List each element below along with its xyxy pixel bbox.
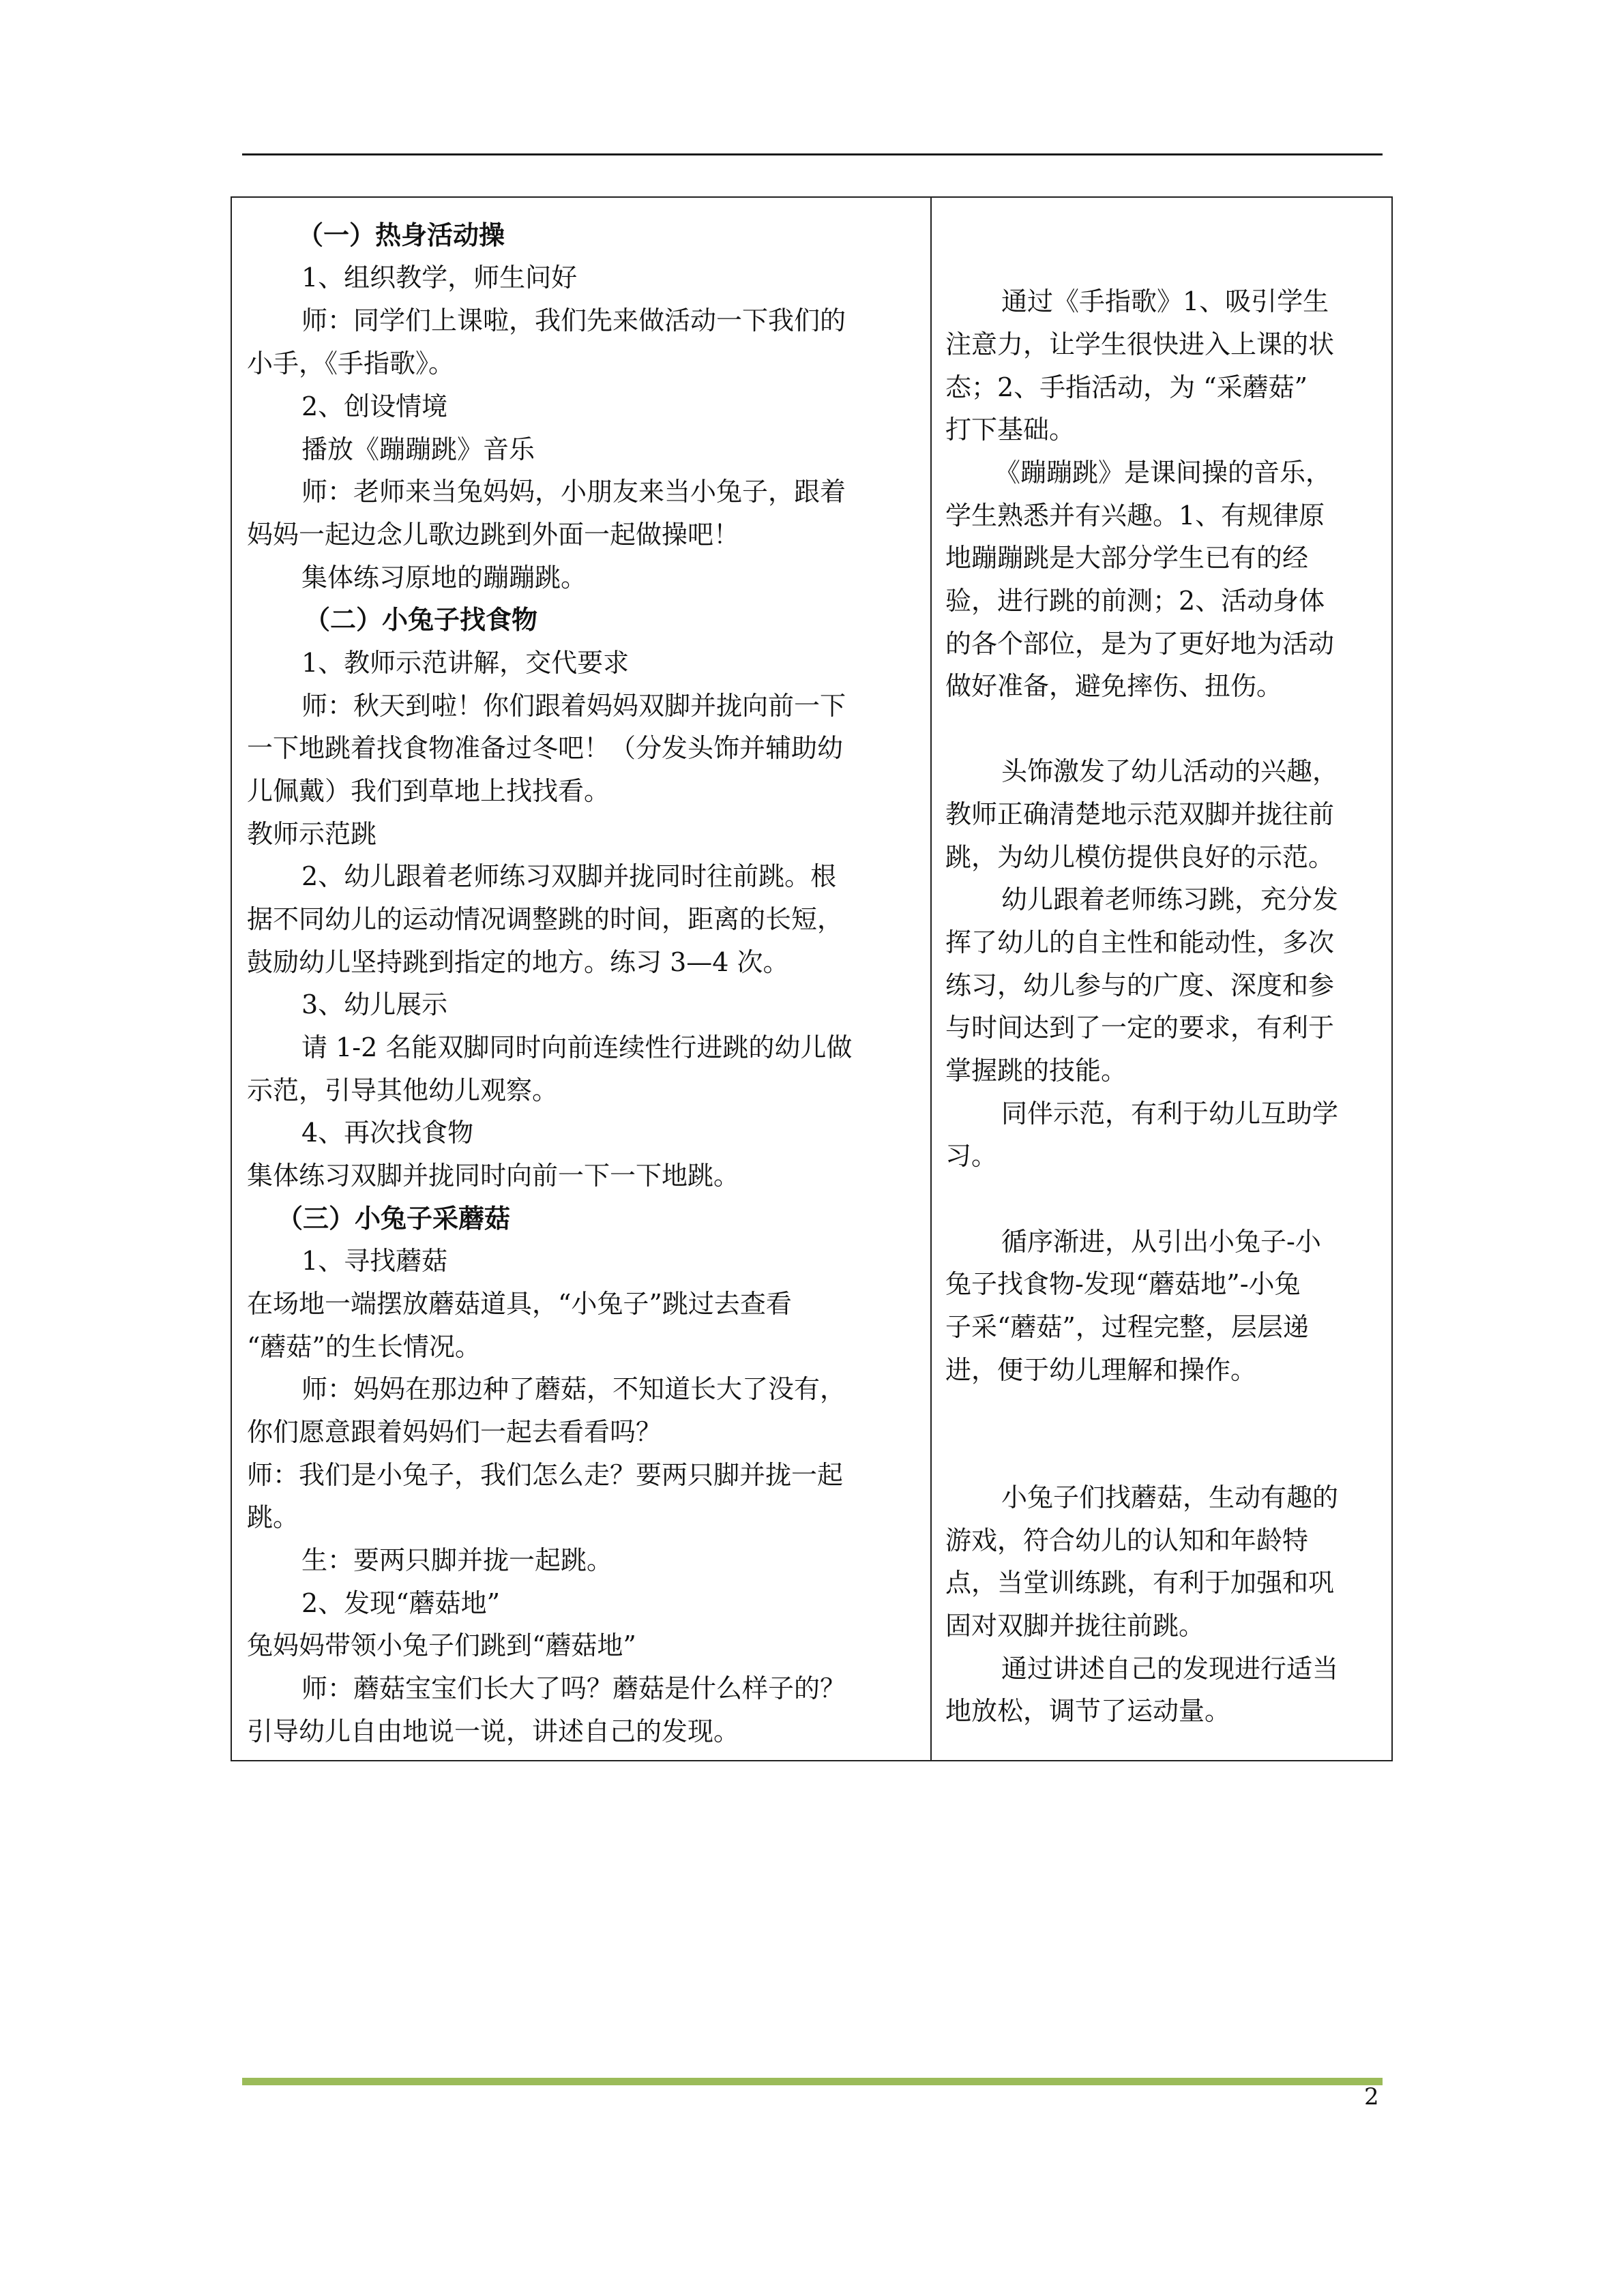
right-line: 兔子找食物-发现“蘑菇地”-小兔	[945, 1269, 1301, 1299]
left-line: 1、教师示范讲解，交代要求	[301, 648, 630, 678]
section-heading-1: （一）热身活动操	[297, 220, 505, 250]
right-line: 的各个部位，是为了更好地为活动	[945, 629, 1335, 659]
left-line: 2、幼儿跟着老师练习双脚并拢同时往前跳。根	[301, 861, 837, 891]
left-line: 跳。	[247, 1502, 299, 1532]
left-line: 鼓励幼儿坚持跳到指定的地方。练习 3—4 次。	[247, 947, 789, 977]
left-line: 2、发现“蘑菇地”	[301, 1588, 501, 1618]
left-line: 师：秋天到啦！你们跟着妈妈双脚并拢向前一下	[301, 691, 846, 721]
right-line: 注意力，让学生很快进入上课的状	[945, 329, 1335, 359]
left-line: 师：我们是小兔子，我们怎么走？要两只脚并拢一起	[247, 1460, 844, 1490]
left-line: 据不同幼儿的运动情况调整跳的时间，距离的长短，	[247, 904, 844, 934]
right-line: 地蹦蹦跳是大部分学生已有的经	[945, 543, 1309, 573]
left-line: 兔妈妈带领小兔子们跳到“蘑菇地”	[247, 1630, 636, 1660]
right-line: 做好准备，避免摔伤、扭伤。	[945, 671, 1283, 701]
left-line: 4、再次找食物	[301, 1118, 474, 1148]
right-line: 进，便于幼儿理解和操作。	[945, 1355, 1257, 1385]
left-line: 你们愿意跟着妈妈们一起去看看吗？	[247, 1417, 662, 1447]
left-line: 师：老师来当兔妈妈，小朋友来当小兔子，跟着	[301, 477, 846, 507]
header-rule	[242, 153, 1383, 155]
right-line: 通过讲述自己的发现进行适当	[1001, 1654, 1339, 1684]
right-line: 头饰激发了幼儿活动的兴趣，	[1001, 756, 1339, 786]
right-line: 幼儿跟着老师练习跳，充分发	[1001, 884, 1339, 914]
right-line: 验，进行跳的前测；2、活动身体	[945, 586, 1325, 616]
right-line: 同伴示范，有利于幼儿互助学	[1001, 1099, 1339, 1129]
left-line: 师：同学们上课啦，我们先来做活动一下我们的	[301, 305, 846, 336]
left-line: 小手，《手指歌》。	[247, 348, 455, 378]
right-line: 掌握跳的技能。	[945, 1056, 1127, 1086]
right-line: 《蹦蹦跳》是课间操的音乐，	[994, 458, 1332, 488]
lesson-table	[231, 196, 1393, 1761]
left-line: 师：蘑菇宝宝们长大了吗？蘑菇是什么样子的？	[301, 1673, 846, 1703]
left-line: 妈妈一起边念儿歌边跳到外面一起做操吧！	[247, 520, 740, 550]
column-divider	[930, 198, 932, 1760]
left-line: 儿佩戴）我们到草地上找找看。	[247, 776, 610, 806]
right-line: 态；2、手指活动，为 “采蘑菇”	[945, 372, 1308, 402]
right-line: 子采“蘑菇”，过程完整，层层递	[945, 1312, 1309, 1342]
right-line: 练习，幼儿参与的广度、深度和参	[945, 970, 1335, 1000]
right-line: 点，当堂训练跳，有利于加强和巩	[945, 1568, 1335, 1598]
right-line: 学生熟悉并有兴趣。1、有规律原	[945, 501, 1325, 531]
left-line: 生：要两只脚并拢一起跳。	[301, 1545, 613, 1575]
right-line: 打下基础。	[945, 415, 1076, 445]
right-line: 地放松，调节了运动量。	[945, 1696, 1231, 1726]
page-number: 2	[1364, 2083, 1379, 2111]
right-line: 与时间达到了一定的要求，有利于	[945, 1013, 1335, 1043]
left-line: 2、创设情境	[301, 391, 448, 421]
left-line: “蘑菇”的生长情况。	[247, 1332, 481, 1362]
left-line: 1、寻找蘑菇	[301, 1246, 448, 1276]
right-line: 跳，为幼儿模仿提供良好的示范。	[945, 842, 1335, 872]
left-line: 在场地一端摆放蘑菇道具，“小兔子”跳过去查看	[247, 1289, 792, 1319]
left-line: 一下地跳着找食物准备过冬吧！（分发头饰并辅助幼	[247, 733, 844, 763]
left-line: 播放《蹦蹦跳》音乐	[301, 434, 535, 464]
left-line: 示范，引导其他幼儿观察。	[247, 1075, 559, 1105]
right-line: 循序渐进，从引出小兔子-小	[1001, 1227, 1321, 1257]
right-line: 通过《手指歌》1、吸引学生	[1001, 286, 1329, 316]
left-line: 师：妈妈在那边种了蘑菇，不知道长大了没有，	[301, 1374, 846, 1404]
right-line: 小兔子们找蘑菇，生动有趣的	[1001, 1482, 1339, 1512]
right-line: 教师正确清楚地示范双脚并拢往前	[945, 799, 1335, 829]
left-line: 集体练习原地的蹦蹦跳。	[301, 563, 587, 593]
section-heading-2: （二）小兔子找食物	[304, 604, 538, 635]
right-line: 游戏，符合幼儿的认知和年龄特	[945, 1525, 1309, 1555]
left-line: 1、组织教学，师生问好	[301, 263, 578, 293]
left-line: 3、幼儿展示	[301, 989, 448, 1019]
left-line: 教师示范跳	[247, 819, 377, 849]
section-heading-3: （三）小兔子采蘑菇	[277, 1203, 511, 1234]
footer-rule	[242, 2078, 1383, 2085]
right-line: 固对双脚并拢往前跳。	[945, 1611, 1205, 1641]
right-line: 习。	[945, 1141, 998, 1171]
left-line: 集体练习双脚并拢同时向前一下一下地跳。	[247, 1161, 740, 1191]
right-line: 挥了幼儿的自主性和能动性，多次	[945, 927, 1335, 957]
left-line: 请 1-2 名能双脚同时向前连续性行进跳的幼儿做	[301, 1032, 853, 1062]
left-line: 引导幼儿自由地说一说，讲述自己的发现。	[247, 1716, 740, 1746]
